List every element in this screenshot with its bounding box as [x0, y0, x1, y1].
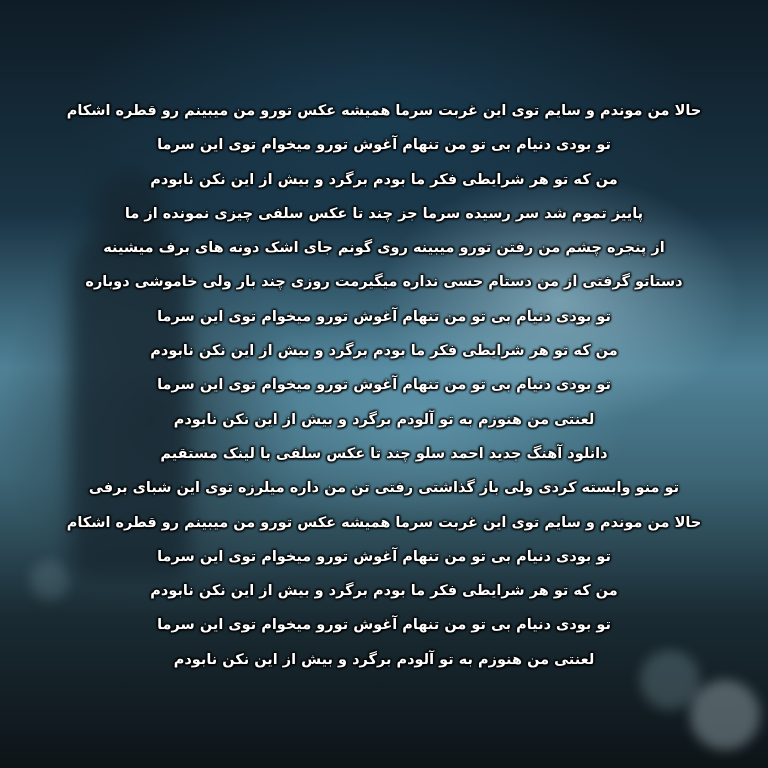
lyric-line: لعنتی من هنوزم به تو آلودم برگرد و بیش از این نکن نابودم	[173, 651, 595, 668]
lyric-line: دستاتو گرفتی از من دستام حسی نداره میگیرمت روزی چند بار ولی خاموشی دوباره	[85, 274, 683, 291]
lyric-line: تو بودی دنیام بی تو من تنهام آغوش تورو میخوام توی این سرما	[157, 548, 611, 565]
lyric-line: تو بودی دنیام بی تو من تنهام آغوش تورو میخوام توی این سرما	[157, 377, 611, 394]
bokeh-light	[690, 680, 760, 750]
lyric-line: از پنجره چشم من رفتن تورو میبینه روی گونم جای اشک دونه های برف میشینه	[103, 240, 665, 257]
lyric-line: تو منو وابسته کردی ولی باز گذاشتی رفتی تن من داره میلرزه توی این شبای برفی	[88, 480, 680, 497]
lyric-line: لعنتی من هنوزم به تو آلودم برگرد و بیش از این نکن نابودم	[173, 411, 595, 428]
lyric-line: من که تو هر شرایطی فکر ما بودم برگرد و بیش از این نکن نابودم	[150, 343, 618, 360]
lyric-line: من که تو هر شرایطی فکر ما بودم برگرد و بیش از این نکن نابودم	[150, 583, 618, 600]
lyric-line: حالا من موندم و سایم توی این غربت سرما همیشه عکس تورو من میبینم رو قطره اشکام	[66, 103, 702, 119]
lyric-line: حالا من موندم و سایم توی این غربت سرما همیشه عکس تورو من میبینم رو قطره اشکام	[66, 514, 702, 531]
lyric-line: دانلود آهنگ جدید احمد سلو چند تا عکس سلفی با لینک مستقیم	[160, 445, 608, 462]
lyric-line: من که تو هر شرایطی فکر ما بودم برگرد و بیش از این نکن نابودم	[150, 171, 618, 188]
lyric-line: تو بودی دنیام بی تو من تنهام آغوش تورو میخوام توی این سرما	[157, 137, 611, 154]
lyric-line: تو بودی دنیام بی تو من تنهام آغوش تورو میخوام توی این سرما	[157, 617, 611, 634]
lyrics-text-block	[24, 96, 744, 679]
lyric-line: تو بودی دنیام بی تو من تنهام آغوش تورو میخوام توی این سرما	[157, 308, 611, 325]
lyric-line: پاییز تموم شد سر رسیده سرما جز چند تا عکس سلفی چیزی نمونده از ما	[124, 205, 644, 222]
